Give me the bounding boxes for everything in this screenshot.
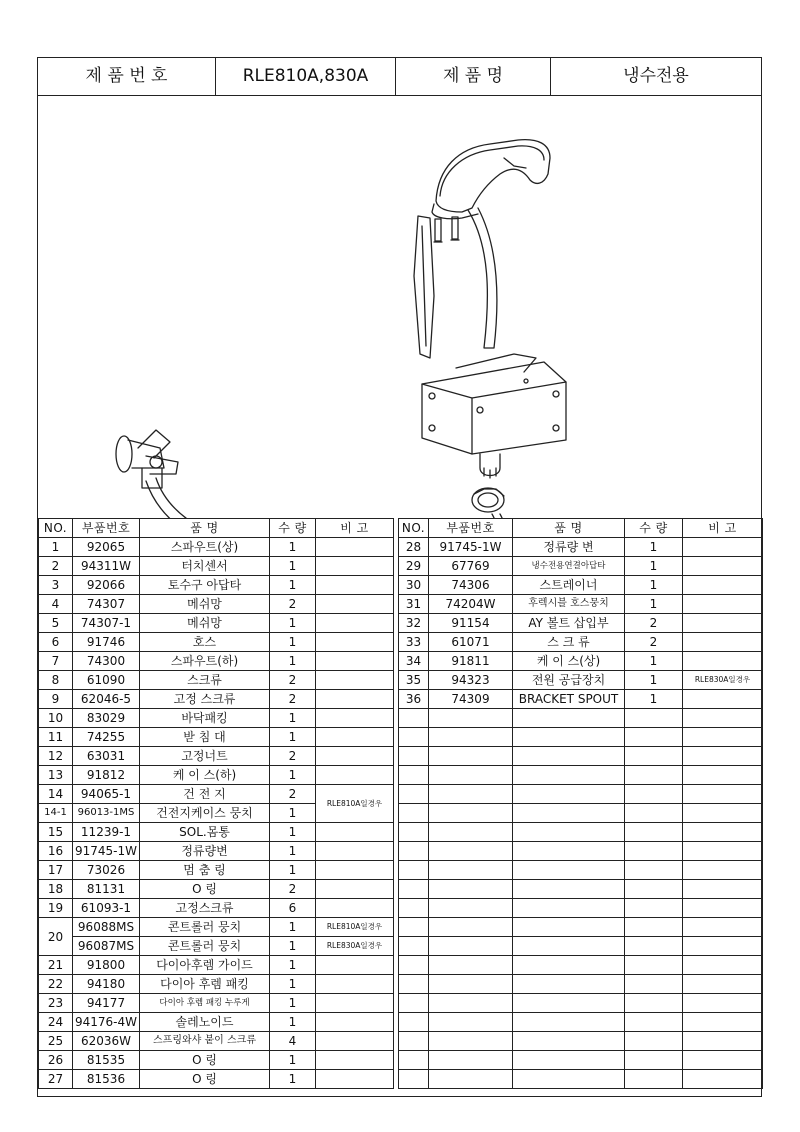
row-no: 18 — [39, 880, 73, 899]
row-no: 4 — [39, 595, 73, 614]
table-row — [39, 576, 394, 595]
row-qty: 1 — [270, 1051, 316, 1070]
row-part-no: 94176-4W — [73, 1013, 140, 1032]
row-part-no: 91746 — [73, 633, 140, 652]
table-row — [39, 595, 394, 614]
row-no: 1 — [39, 538, 73, 557]
table-row — [39, 975, 394, 994]
row-note — [316, 880, 394, 899]
row-note: RLE810A일경우 — [316, 918, 394, 937]
col-header-note: 비 고 — [316, 519, 394, 538]
row-no: 2 — [39, 557, 73, 576]
table-row — [39, 1032, 394, 1051]
row-name: 건 전 지 — [140, 785, 270, 804]
row-no: 30 — [399, 576, 429, 595]
col-header-name: 품 명 — [513, 519, 625, 538]
row-part-no: 91745-1W — [429, 538, 513, 557]
row-name: 콘트롤러 뭉치 — [140, 937, 270, 956]
col-header-no: NO. — [399, 519, 429, 538]
row-name: O 링 — [140, 880, 270, 899]
row-no: 31 — [399, 595, 429, 614]
col-header-qty: 수 량 — [625, 519, 683, 538]
row-qty: 1 — [270, 557, 316, 576]
row-note — [316, 671, 394, 690]
row-note — [683, 614, 763, 633]
part-no-label: 제 품 번 호 — [38, 58, 216, 95]
row-qty: 1 — [270, 823, 316, 842]
row-no: 12 — [39, 747, 73, 766]
row-qty: 1 — [270, 614, 316, 633]
row-part-no: 91154 — [429, 614, 513, 633]
row-name: 스트레이너 — [513, 576, 625, 595]
row-name: 후렉시블 호스뭉치 — [513, 595, 625, 614]
row-note — [316, 633, 394, 652]
row-note: RLE830A일경우 — [683, 671, 763, 690]
table-row — [39, 652, 394, 671]
row-note — [316, 975, 394, 994]
empty-row — [399, 766, 763, 785]
row-no: 24 — [39, 1013, 73, 1032]
row-name: 정류량 변 — [513, 538, 625, 557]
row-part-no: 61071 — [429, 633, 513, 652]
row-qty: 1 — [270, 1070, 316, 1089]
table-row — [39, 937, 394, 956]
row-qty: 1 — [270, 576, 316, 595]
row-name: 스프링와샤 붙이 스크류 — [140, 1032, 270, 1051]
row-qty: 1 — [270, 975, 316, 994]
row-part-no: 74300 — [73, 652, 140, 671]
table-row — [39, 709, 394, 728]
row-name: 다이아후렘 가이드 — [140, 956, 270, 975]
row-no: 25 — [39, 1032, 73, 1051]
row-note — [316, 899, 394, 918]
row-name: 터치센서 — [140, 557, 270, 576]
row-qty: 4 — [270, 1032, 316, 1051]
row-part-no: 91812 — [73, 766, 140, 785]
row-part-no: 61090 — [73, 671, 140, 690]
row-note — [683, 557, 763, 576]
row-no: 23 — [39, 994, 73, 1013]
empty-row — [399, 956, 763, 975]
row-qty: 1 — [270, 861, 316, 880]
row-note — [316, 576, 394, 595]
product-name-value: 냉수전용 — [623, 66, 689, 86]
row-qty: 1 — [625, 538, 683, 557]
empty-row — [399, 709, 763, 728]
row-name: 메쉬망 — [140, 614, 270, 633]
parts-table-left — [38, 518, 394, 1089]
row-qty: 1 — [270, 956, 316, 975]
table-header-row — [399, 519, 763, 538]
row-name: BRACKET SPOUT — [513, 690, 625, 709]
table-row — [39, 671, 394, 690]
table-row — [39, 785, 394, 804]
empty-row — [399, 823, 763, 842]
product-name-label: 제 품 명 — [396, 58, 551, 95]
row-part-no: 74306 — [429, 576, 513, 595]
table-row — [39, 899, 394, 918]
row-name: SOL.몸통 — [140, 823, 270, 842]
col-header-no: NO. — [39, 519, 73, 538]
row-qty: 1 — [625, 652, 683, 671]
empty-row — [399, 861, 763, 880]
empty-row — [399, 1032, 763, 1051]
empty-row — [399, 918, 763, 937]
row-name: 호스 — [140, 633, 270, 652]
row-note — [316, 994, 394, 1013]
table-row — [399, 538, 763, 557]
row-no: 15 — [39, 823, 73, 842]
row-no: 9 — [39, 690, 73, 709]
table-row — [39, 633, 394, 652]
row-note — [316, 595, 394, 614]
row-name: 고정 스크류 — [140, 690, 270, 709]
col-header-note: 비 고 — [683, 519, 763, 538]
row-qty: 2 — [270, 671, 316, 690]
row-qty: 1 — [270, 728, 316, 747]
row-part-no: 94180 — [73, 975, 140, 994]
empty-row — [399, 804, 763, 823]
row-no: 32 — [399, 614, 429, 633]
row-name: 받 침 대 — [140, 728, 270, 747]
row-name: 다이아 후렘 패킹 — [140, 975, 270, 994]
row-note: RLE830A일경우 — [316, 937, 394, 956]
empty-row — [399, 994, 763, 1013]
row-no: 11 — [39, 728, 73, 747]
row-note — [316, 747, 394, 766]
row-note — [316, 709, 394, 728]
col-header-part-no: 부품번호 — [73, 519, 140, 538]
row-note — [316, 861, 394, 880]
empty-row — [399, 1013, 763, 1032]
row-note — [683, 652, 763, 671]
row-name: 토수구 아답타 — [140, 576, 270, 595]
row-note — [316, 1013, 394, 1032]
table-row — [39, 747, 394, 766]
empty-row — [399, 747, 763, 766]
row-qty: 2 — [625, 614, 683, 633]
row-qty: 2 — [270, 785, 316, 804]
empty-row — [399, 975, 763, 994]
row-no: 20 — [39, 918, 73, 956]
table-row — [39, 728, 394, 747]
row-no: 33 — [399, 633, 429, 652]
row-note — [683, 690, 763, 709]
row-note — [316, 823, 394, 842]
table-row — [399, 633, 763, 652]
row-no: 14 — [39, 785, 73, 804]
row-qty: 1 — [270, 1013, 316, 1032]
row-note — [316, 1051, 394, 1070]
row-part-no: 91800 — [73, 956, 140, 975]
table-row — [39, 861, 394, 880]
row-qty: 1 — [270, 709, 316, 728]
table-row — [39, 1070, 394, 1089]
exploded-view-drawing — [38, 96, 761, 518]
row-qty: 1 — [270, 937, 316, 956]
row-part-no: 74255 — [73, 728, 140, 747]
row-note — [316, 690, 394, 709]
row-qty: 1 — [625, 671, 683, 690]
row-no: 16 — [39, 842, 73, 861]
table-row — [399, 576, 763, 595]
row-note — [316, 766, 394, 785]
row-qty: 2 — [625, 633, 683, 652]
row-name: 건전지케이스 뭉치 — [140, 804, 270, 823]
row-qty: 6 — [270, 899, 316, 918]
row-note — [316, 956, 394, 975]
row-name: 냉수전용연결아답타 — [513, 557, 625, 576]
row-name: O 링 — [140, 1051, 270, 1070]
row-note — [316, 614, 394, 633]
table-row — [39, 614, 394, 633]
row-name: 고정너트 — [140, 747, 270, 766]
table-header-row — [39, 519, 394, 538]
row-note — [316, 538, 394, 557]
row-part-no: 74307 — [73, 595, 140, 614]
row-name: O 링 — [140, 1070, 270, 1089]
table-row — [39, 918, 394, 937]
row-no: 29 — [399, 557, 429, 576]
row-note — [683, 576, 763, 595]
row-note — [316, 1070, 394, 1089]
row-part-no: 94323 — [429, 671, 513, 690]
row-name: AY 볼트 삽입부 — [513, 614, 625, 633]
row-no: 19 — [39, 899, 73, 918]
row-qty: 1 — [270, 918, 316, 937]
row-qty: 1 — [270, 994, 316, 1013]
row-part-no: 91745-1W — [73, 842, 140, 861]
table-row — [39, 956, 394, 975]
row-part-no: 96013-1MS — [73, 804, 140, 823]
row-no: 34 — [399, 652, 429, 671]
empty-row — [399, 842, 763, 861]
row-no: 36 — [399, 690, 429, 709]
row-name: 고정스크류 — [140, 899, 270, 918]
empty-row — [399, 728, 763, 747]
row-note — [316, 652, 394, 671]
row-no: 5 — [39, 614, 73, 633]
row-name: 전원 공급장치 — [513, 671, 625, 690]
table-row — [39, 1051, 394, 1070]
empty-row — [399, 937, 763, 956]
row-qty: 1 — [625, 690, 683, 709]
row-part-no: 83029 — [73, 709, 140, 728]
row-part-no: 63031 — [73, 747, 140, 766]
row-part-no: 96088MS — [73, 918, 140, 937]
table-row — [39, 994, 394, 1013]
row-no: 6 — [39, 633, 73, 652]
row-note: RLE810A일경우 — [316, 785, 394, 823]
row-name: 스 크 류 — [513, 633, 625, 652]
row-part-no: 74204W — [429, 595, 513, 614]
row-qty: 1 — [625, 557, 683, 576]
table-row — [399, 652, 763, 671]
row-part-no: 91811 — [429, 652, 513, 671]
row-qty: 2 — [270, 595, 316, 614]
row-name: 케 이 스(하) — [140, 766, 270, 785]
row-name: 바닥패킹 — [140, 709, 270, 728]
row-no: 8 — [39, 671, 73, 690]
row-no: 3 — [39, 576, 73, 595]
row-note — [316, 842, 394, 861]
row-part-no: 74309 — [429, 690, 513, 709]
row-qty: 2 — [270, 880, 316, 899]
row-no: 27 — [39, 1070, 73, 1089]
row-qty: 1 — [270, 804, 316, 823]
empty-row — [399, 785, 763, 804]
empty-row — [399, 1051, 763, 1070]
row-name: 정류량변 — [140, 842, 270, 861]
row-no: 22 — [39, 975, 73, 994]
row-note — [683, 633, 763, 652]
row-qty: 1 — [270, 842, 316, 861]
row-note — [316, 728, 394, 747]
row-part-no: 67769 — [429, 557, 513, 576]
row-name: 메쉬망 — [140, 595, 270, 614]
empty-row — [399, 1070, 763, 1089]
row-qty: 1 — [625, 576, 683, 595]
row-no: 17 — [39, 861, 73, 880]
row-qty: 1 — [270, 652, 316, 671]
row-part-no: 81535 — [73, 1051, 140, 1070]
table-row — [39, 842, 394, 861]
row-qty: 2 — [270, 690, 316, 709]
row-qty: 2 — [270, 747, 316, 766]
row-part-no: 81536 — [73, 1070, 140, 1089]
row-note — [316, 1032, 394, 1051]
empty-row — [399, 880, 763, 899]
row-no: 26 — [39, 1051, 73, 1070]
row-qty: 1 — [270, 766, 316, 785]
row-no: 35 — [399, 671, 429, 690]
row-note — [683, 538, 763, 557]
row-part-no: 94065-1 — [73, 785, 140, 804]
row-no: 13 — [39, 766, 73, 785]
row-name: 케 이 스(상) — [513, 652, 625, 671]
row-part-no: 62046-5 — [73, 690, 140, 709]
table-row — [39, 538, 394, 557]
row-no: 28 — [399, 538, 429, 557]
table-row — [39, 557, 394, 576]
row-note — [316, 557, 394, 576]
row-no: 21 — [39, 956, 73, 975]
col-header-part-no: 부품번호 — [429, 519, 513, 538]
row-qty: 1 — [270, 538, 316, 557]
row-qty: 1 — [270, 633, 316, 652]
table-row — [39, 766, 394, 785]
row-part-no: 81131 — [73, 880, 140, 899]
row-name: 스파우트(하) — [140, 652, 270, 671]
row-part-no: 94311W — [73, 557, 140, 576]
header-row — [38, 58, 761, 96]
row-qty: 1 — [625, 595, 683, 614]
row-no: 14-1 — [39, 804, 73, 823]
col-header-name: 품 명 — [140, 519, 270, 538]
row-name: 멈 춤 링 — [140, 861, 270, 880]
table-row — [39, 1013, 394, 1032]
row-part-no: 92065 — [73, 538, 140, 557]
row-part-no: 62036W — [73, 1032, 140, 1051]
row-part-no: 61093-1 — [73, 899, 140, 918]
row-part-no: 94177 — [73, 994, 140, 1013]
table-row — [39, 823, 394, 842]
row-name: 스파우트(상) — [140, 538, 270, 557]
row-name: 다이아 후렘 패킹 누루게 — [140, 994, 270, 1013]
row-part-no: 73026 — [73, 861, 140, 880]
row-note — [683, 595, 763, 614]
part-no-value: RLE810A,830A — [216, 58, 396, 95]
row-name: 솔레노이드 — [140, 1013, 270, 1032]
row-name: 콘트롤러 뭉치 — [140, 918, 270, 937]
table-row — [399, 557, 763, 576]
table-row — [399, 690, 763, 709]
row-part-no: 74307-1 — [73, 614, 140, 633]
table-row — [399, 614, 763, 633]
table-row — [39, 880, 394, 899]
table-row — [399, 671, 763, 690]
parts-table-right — [398, 518, 763, 1089]
row-name: 스크류 — [140, 671, 270, 690]
empty-row — [399, 899, 763, 918]
table-row — [39, 690, 394, 709]
col-header-qty: 수 량 — [270, 519, 316, 538]
row-part-no: 11239-1 — [73, 823, 140, 842]
parts-sheet — [37, 57, 762, 1097]
row-no: 10 — [39, 709, 73, 728]
row-part-no: 96087MS — [73, 937, 140, 956]
table-row — [399, 595, 763, 614]
row-no: 7 — [39, 652, 73, 671]
row-part-no: 92066 — [73, 576, 140, 595]
